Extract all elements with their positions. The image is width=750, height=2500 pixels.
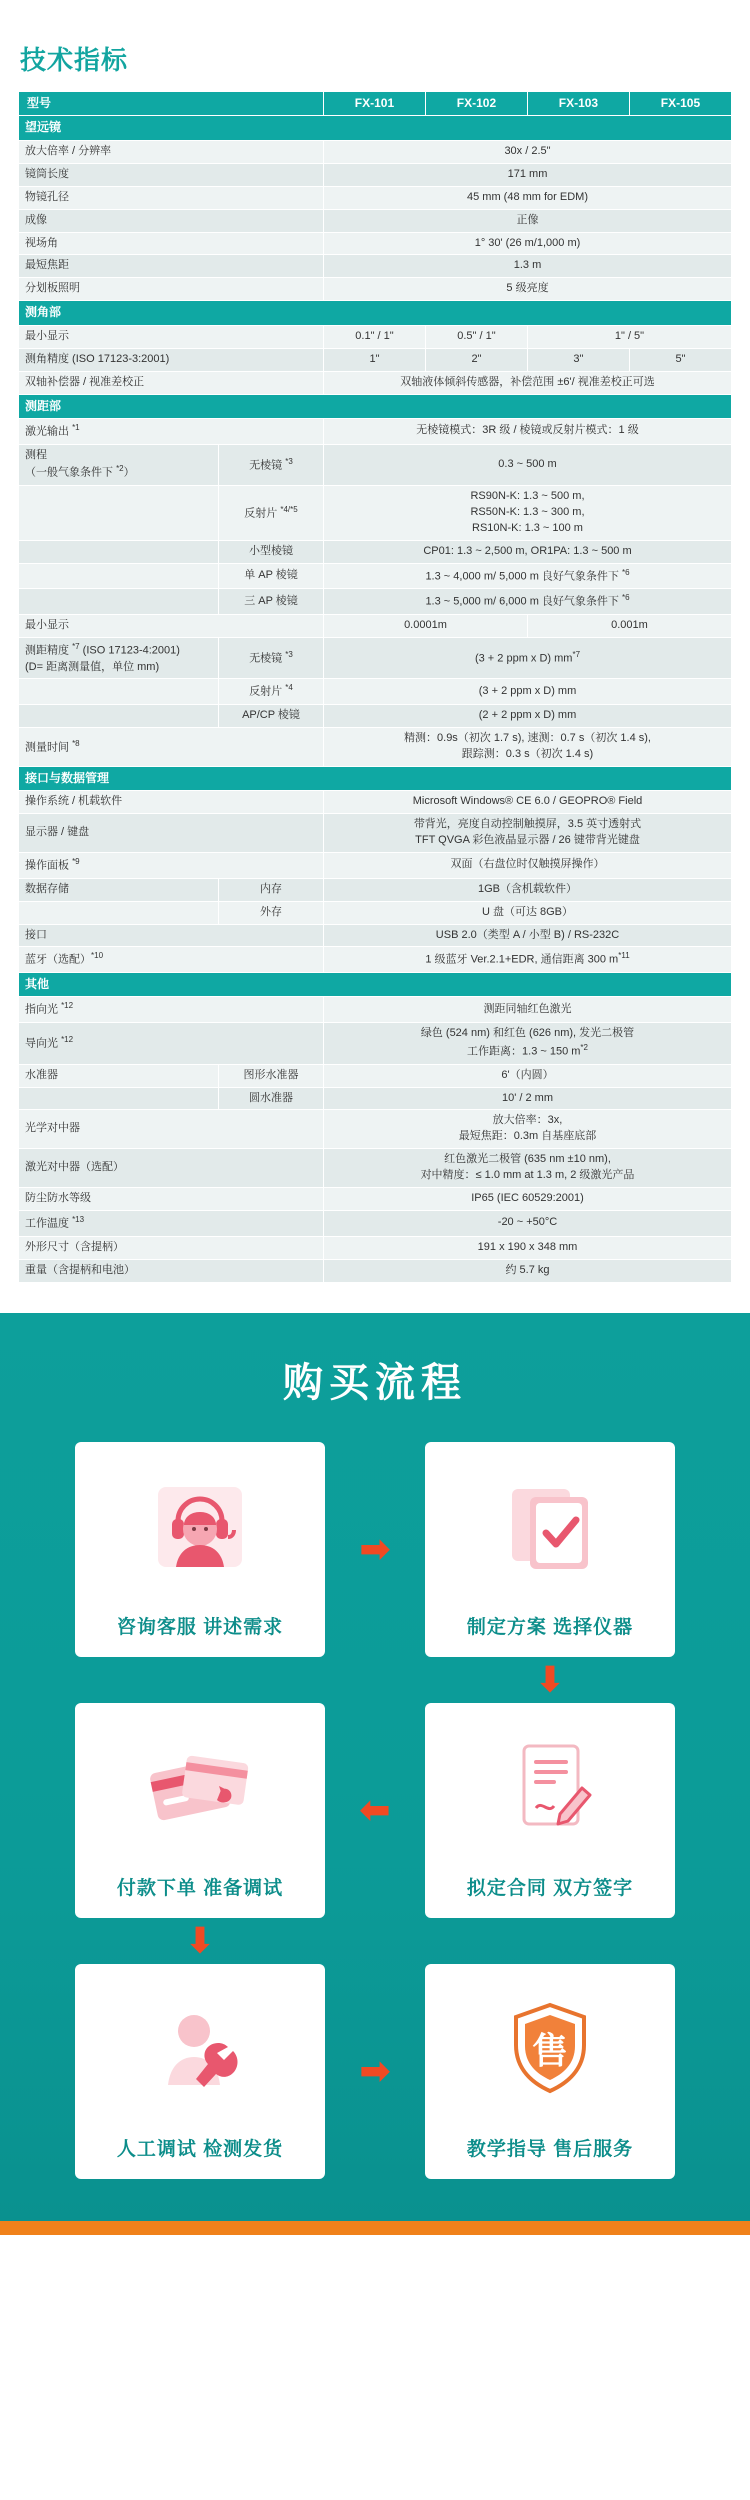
- section-band: [19, 394, 732, 418]
- row-sublabel: 图形水准器: [219, 1064, 324, 1087]
- cell-value: 5": [629, 348, 731, 371]
- row-label: 分划板照明: [19, 278, 324, 301]
- technician-wrench-icon: [75, 1964, 325, 2134]
- cell-value: 1 级蓝牙 Ver.2.1+EDR, 通信距离 300 $m^{*11}$: [324, 947, 732, 973]
- table-row: [19, 540, 732, 563]
- bottom-accent-bar: [0, 2221, 750, 2235]
- cell-value: 3": [527, 348, 629, 371]
- table-row: [19, 615, 732, 638]
- row-label: 双轴补偿器 / 视准差校正: [19, 371, 324, 394]
- table-row: [19, 418, 732, 444]
- cell-value: 30x / 2.5": [324, 140, 732, 163]
- flow-grid: [75, 1442, 675, 2179]
- payment-card-icon: [75, 1703, 325, 1873]
- arrow-down-2: ⬇: [185, 1921, 215, 1960]
- table-row: [19, 1087, 732, 1110]
- column-header-label: 型号: [19, 92, 324, 116]
- table-row: [19, 853, 732, 879]
- cell-value: 双轴液体倾斜传感器，补偿范围 ±6'/ 视准差校正可选: [324, 371, 732, 394]
- arrow-right-2: ➡: [359, 2050, 391, 2092]
- table-row: [19, 814, 732, 853]
- section-band-label: 其他: [19, 973, 732, 997]
- table-row: [19, 997, 732, 1023]
- table-row: [19, 255, 732, 278]
- section-band: [19, 301, 732, 325]
- table-row: [19, 1236, 732, 1259]
- row-label: 防尘防水等级: [19, 1188, 324, 1211]
- cell-value: 绿色 (524 nm) 和红色 (626 nm), 发光二极管 工作距离：1.3 ~ 150 $m^{*2}$: [324, 1023, 732, 1065]
- table-row: [19, 637, 732, 679]
- table-row: [19, 1149, 732, 1188]
- row-sublabel: 无棱镜 $^{*3}$: [219, 444, 324, 486]
- column-header-model: FX-102: [425, 92, 527, 116]
- grid-spacer: [325, 1940, 425, 1941]
- cell-value: 6'（内圆）: [324, 1064, 732, 1087]
- row-sublabel: 圆水准器: [219, 1087, 324, 1110]
- table-row: [19, 325, 732, 348]
- cell-value: 精测：0.9s（初次 1.7 s), 速测：0.7 s（初次 1.4 s), 跟踪测：0.3 s（初次 1.4 s): [324, 728, 732, 767]
- cell-value: 带背光，亮度自动控制触摸屏，3.5 英寸透射式 TFT QVGA 彩色液晶显示器 / 26 键带背光键盘: [324, 814, 732, 853]
- flow-title: 购买流程: [283, 1360, 467, 1405]
- row-label: 数据存储: [19, 878, 219, 901]
- table-row: [19, 209, 732, 232]
- row-label-spacer: [19, 540, 219, 563]
- row-label: 激光输出 $^{*1}$: [19, 418, 324, 444]
- table-row: [19, 371, 732, 394]
- cell-value: 171 mm: [324, 163, 732, 186]
- row-label: 测角精度 (ISO 17123-3:2001): [19, 348, 324, 371]
- table-row: [19, 924, 732, 947]
- cell-value: 1.3 m: [324, 255, 732, 278]
- table-row: [19, 947, 732, 973]
- section-band: [19, 116, 732, 140]
- cell-value: 1.3 ~ 5,000 m/ 6,000 m 良好气象条件下 $^{*6}$: [324, 589, 732, 615]
- row-label-spacer: [19, 1087, 219, 1110]
- row-sublabel: 三 AP 棱镜: [219, 589, 324, 615]
- table-row: [19, 589, 732, 615]
- row-label: 光学对中器: [19, 1110, 324, 1149]
- row-label-spacer: [19, 679, 219, 705]
- section-band-label: 测角部: [19, 301, 732, 325]
- table-row: [19, 1023, 732, 1065]
- row-label: 测距精度 $^{*7}$ (ISO 17123-4:2001) (D= 距离测量值，单位 mm): [19, 637, 219, 679]
- table-row: [19, 444, 732, 486]
- table-row: [19, 278, 732, 301]
- cell-value: IP65 (IEC 60529:2001): [324, 1188, 732, 1211]
- row-sublabel: AP/CP 棱镜: [219, 705, 324, 728]
- table-row: [19, 1259, 732, 1282]
- row-label: 成像: [19, 209, 324, 232]
- table-row: [19, 140, 732, 163]
- cell-value: 0.001m: [527, 615, 731, 638]
- row-label: 蓝牙（选配）$^{*10}$: [19, 947, 324, 973]
- cell-value: 红色激光二极管 (635 nm ±10 nm), 对中精度：≤ 1.0 mm at 1.3 m, 2 级激光产品: [324, 1149, 732, 1188]
- table-row: [19, 728, 732, 767]
- row-label: 工作温度 $^{*13}$: [19, 1211, 324, 1237]
- flow-step-plan[interactable]: [425, 1442, 675, 1657]
- cell-value: Microsoft Windows® CE 6.0 / GEOPRO® Field: [324, 791, 732, 814]
- row-label: 测量时间 $^{*8}$: [19, 728, 324, 767]
- cell-value: (2 + 2 ppm x D) mm: [324, 705, 732, 728]
- cell-value: (3 + 2 ppm x D) $mm^{*7}$: [324, 637, 732, 679]
- cell-value: 45 mm (48 mm for EDM): [324, 186, 732, 209]
- cell-value: 0.1" / 1": [324, 325, 426, 348]
- flow-step-payment[interactable]: [75, 1703, 325, 1918]
- table-row: [19, 1110, 732, 1149]
- cell-value: CP01: 1.3 ~ 2,500 m, OR1PA: 1.3 ~ 500 m: [324, 540, 732, 563]
- cell-value: 1° 30' (26 m/1,000 m): [324, 232, 732, 255]
- cell-value: 0.5" / 1": [425, 325, 527, 348]
- row-label-spacer: [19, 901, 219, 924]
- cell-value: 正像: [324, 209, 732, 232]
- cell-value: RS90N-K: 1.3 ~ 500 m, RS50N-K: 1.3 ~ 300 m, RS10N-K: 1.3 ~ 100 m: [324, 486, 732, 541]
- cell-value: 5 级亮度: [324, 278, 732, 301]
- row-label: 操作系统 / 机载软件: [19, 791, 324, 814]
- flow-step-aftersale[interactable]: [425, 1964, 675, 2179]
- page-title: 技术指标: [20, 45, 129, 75]
- aftersale-shield-icon: [425, 1964, 675, 2134]
- cell-value: U 盘（可达 8GB）: [324, 901, 732, 924]
- row-label: 重量（含提柄和电池）: [19, 1259, 324, 1282]
- flow-step-caption: 拟定合同 双方签字: [466, 1877, 634, 1899]
- checklist-clipboard-icon: [425, 1442, 675, 1612]
- table-row: [19, 563, 732, 589]
- cell-value: 0.3 ~ 500 m: [324, 444, 732, 486]
- grid-spacer: [500, 1940, 600, 1941]
- row-label: 物镜孔径: [19, 186, 324, 209]
- cell-value: 放大倍率：3x, 最短焦距：0.3m 自基座底部: [324, 1110, 732, 1149]
- row-label: 水准器: [19, 1064, 219, 1087]
- table-row: [19, 679, 732, 705]
- row-sublabel: 反射片 $^{*4/*5}$: [219, 486, 324, 541]
- arrow-right-1: ➡: [359, 1528, 391, 1570]
- cell-value: 0.0001m: [324, 615, 528, 638]
- table-row: [19, 163, 732, 186]
- section-band: [19, 973, 732, 997]
- row-label: 最短焦距: [19, 255, 324, 278]
- cell-value: 2": [425, 348, 527, 371]
- cell-value: 1": [324, 348, 426, 371]
- row-label-spacer: [19, 705, 219, 728]
- contract-pen-icon: [425, 1703, 675, 1873]
- purchase-flow-section: [0, 1313, 750, 2221]
- row-label: 操作面板 $^{*9}$: [19, 853, 324, 879]
- svg-text:售: 售: [531, 2030, 569, 2071]
- cell-value: 无棱镜模式：3R 级 / 棱镜或反射片模式：1 级: [324, 418, 732, 444]
- row-label: 视场角: [19, 232, 324, 255]
- flow-step-caption: 人工调试 检测发货: [116, 2138, 284, 2160]
- flow-step-caption: 付款下单 准备调试: [116, 1877, 284, 1899]
- table-row: [19, 1188, 732, 1211]
- cell-value: 1" / 5": [527, 325, 731, 348]
- cell-value: 1.3 ~ 4,000 m/ 5,000 m 良好气象条件下 $^{*6}$: [324, 563, 732, 589]
- row-label: 放大倍率 / 分辨率: [19, 140, 324, 163]
- specifications-table: [18, 91, 732, 1283]
- row-label-spacer: [19, 589, 219, 615]
- flow-step-consult[interactable]: [75, 1442, 325, 1657]
- table-row: [19, 348, 732, 371]
- table-row: [19, 1064, 732, 1087]
- row-sublabel: 小型棱镜: [219, 540, 324, 563]
- cell-value: -20 ~ +50°C: [324, 1211, 732, 1237]
- cell-value: 双面（右盘位时仅触摸屏操作）: [324, 853, 732, 879]
- headset-operator-icon: [75, 1442, 325, 1612]
- cell-value: 约 5.7 kg: [324, 1259, 732, 1282]
- cell-value: (3 + 2 ppm x D) mm: [324, 679, 732, 705]
- row-label: 导向光 $^{*12}$: [19, 1023, 324, 1065]
- table-row: [19, 232, 732, 255]
- row-label: 测程 （一般气象条件下 $^{*2}$）: [19, 444, 219, 486]
- grid-spacer: [325, 1679, 425, 1680]
- row-sublabel: 单 AP 棱镜: [219, 563, 324, 589]
- section-band: [19, 766, 732, 790]
- section-band-label: 望远镜: [19, 116, 732, 140]
- table-row: [19, 186, 732, 209]
- row-sublabel: 反射片 $^{*4}$: [219, 679, 324, 705]
- column-header-model: FX-103: [527, 92, 629, 116]
- row-label: 外形尺寸（含提柄）: [19, 1236, 324, 1259]
- grid-spacer: [150, 1679, 250, 1680]
- table-row: [19, 791, 732, 814]
- arrow-down-1: ⬇: [535, 1660, 565, 1699]
- section-band-label: 接口与数据管理: [19, 766, 732, 790]
- flow-step-debug[interactable]: [75, 1964, 325, 2179]
- flow-step-caption: 咨询客服 讲述需求: [116, 1616, 284, 1638]
- row-label: 指向光 $^{*12}$: [19, 997, 324, 1023]
- section-band-label: 测距部: [19, 394, 732, 418]
- table-row: [19, 705, 732, 728]
- flow-step-caption: 教学指导 售后服务: [466, 2138, 634, 2160]
- table-header-row: [19, 92, 732, 116]
- cell-value: USB 2.0（类型 A / 小型 B) / RS-232C: [324, 924, 732, 947]
- row-sublabel: 内存: [219, 878, 324, 901]
- cell-value: 191 x 190 x 348 mm: [324, 1236, 732, 1259]
- row-label-spacer: [19, 486, 219, 541]
- column-header-model: FX-101: [324, 92, 426, 116]
- row-label: 显示器 / 键盘: [19, 814, 324, 853]
- cell-value: 测距同轴红色激光: [324, 997, 732, 1023]
- row-label: 最小显示: [19, 325, 324, 348]
- cell-value: 10' / 2 mm: [324, 1087, 732, 1110]
- row-label: 镜筒长度: [19, 163, 324, 186]
- row-label-spacer: [19, 563, 219, 589]
- row-label: 接口: [19, 924, 324, 947]
- flow-step-caption: 制定方案 选择仪器: [466, 1616, 634, 1638]
- row-sublabel: 外存: [219, 901, 324, 924]
- column-header-model: FX-105: [629, 92, 731, 116]
- table-row: [19, 901, 732, 924]
- row-sublabel: 无棱镜 $^{*3}$: [219, 637, 324, 679]
- table-row: [19, 1211, 732, 1237]
- table-row: [19, 878, 732, 901]
- row-label: 最小显示: [19, 615, 324, 638]
- row-label: 激光对中器（选配）: [19, 1149, 324, 1188]
- arrow-left-1: ⬅: [359, 1789, 391, 1831]
- cell-value: 1GB（含机载软件）: [324, 878, 732, 901]
- flow-step-contract[interactable]: [425, 1703, 675, 1918]
- table-row: [19, 486, 732, 541]
